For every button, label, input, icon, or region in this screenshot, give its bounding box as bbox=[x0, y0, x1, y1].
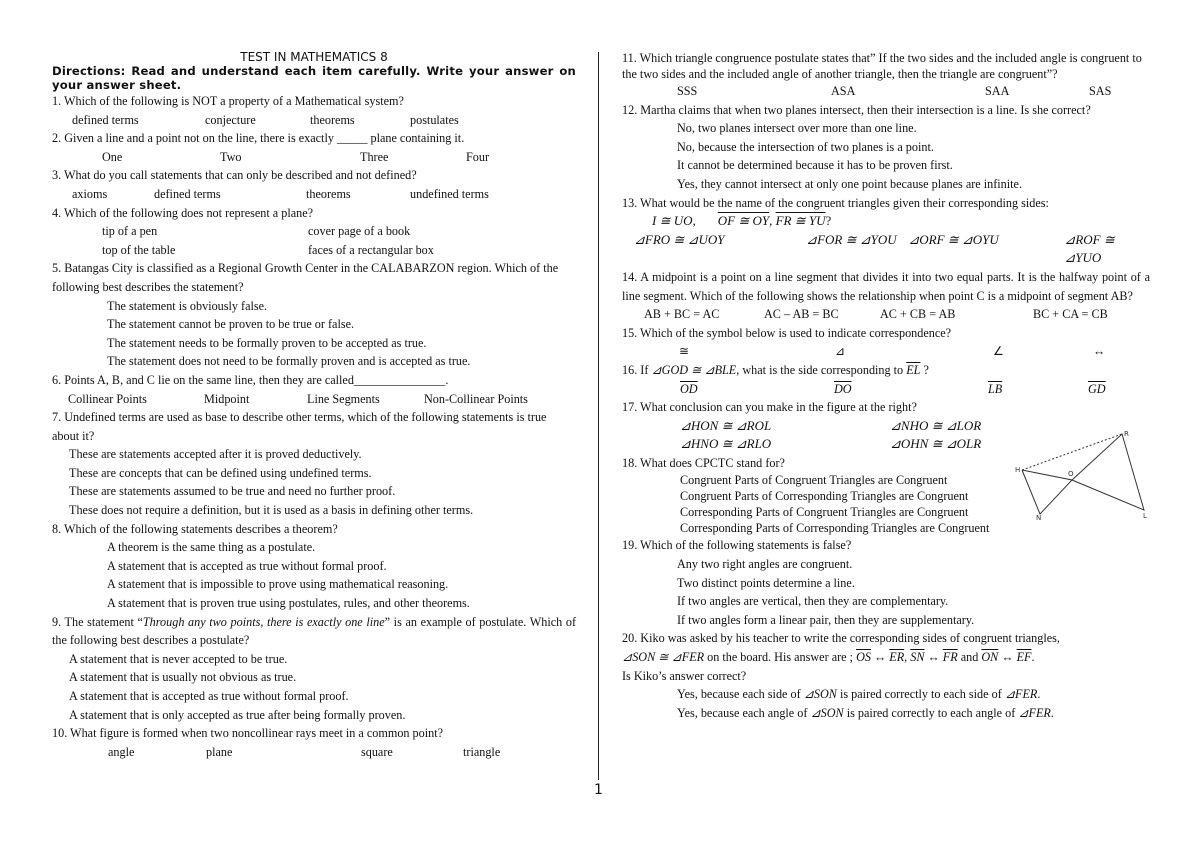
q17-option-c: ⊿HNO ≅ ⊿RLO bbox=[680, 436, 772, 452]
q17-option-d: ⊿OHN ≅ ⊿OLR bbox=[890, 436, 982, 452]
q4-option-b: cover page of a book bbox=[308, 224, 411, 239]
q4-options-row2 bbox=[52, 241, 576, 260]
question-6: 6. Points A, B, and C lie on the same line, then they are called_______________. bbox=[52, 372, 449, 387]
q18-option-a: Congruent Parts of Congruent Triangles are Congruent bbox=[680, 473, 948, 488]
q20-pair-2b: $\overline{FR}$ bbox=[942, 650, 958, 665]
q5-option-a: The statement is obviously false. bbox=[107, 298, 268, 313]
q20-arrow-2: ↔ bbox=[924, 650, 943, 665]
q1-options bbox=[52, 111, 576, 130]
q13-given-sep: , bbox=[769, 213, 776, 229]
q5-option-c: The statement needs to be formally proven to be accepted as true. bbox=[107, 335, 427, 350]
q16-mid: , what is the side corresponding to bbox=[736, 362, 907, 377]
q16-post: ? bbox=[920, 362, 929, 377]
q7-option-b: These are concepts that can be defined using undefined terms. bbox=[69, 465, 372, 480]
q20-arrow-1: ↔ bbox=[870, 650, 890, 665]
q8-option-c: A statement that is impossible to prove using mathematical reasoning. bbox=[107, 577, 449, 592]
q20-opta-3: is paired correctly to each side of bbox=[836, 687, 1005, 702]
figure-label-o: O bbox=[1068, 470, 1074, 478]
q11-option-a: SSS bbox=[677, 84, 698, 98]
q7-option-d: These does not require a definition, but it is used as a basis in defining other terms. bbox=[69, 503, 474, 518]
q9-post: ” is an example of postulate. Which of the following best describes a postulate? bbox=[52, 614, 577, 648]
q13-given-1: I ≅ UO, bbox=[652, 213, 696, 229]
q11-option-c: SAA bbox=[985, 84, 1010, 98]
q13-given-3: FR ≅ YU bbox=[775, 213, 826, 229]
directions: Directions: Read and understand each item carefully. Write your answer on your answer sheet. bbox=[52, 64, 576, 92]
q16-eq: ⊿GOD ≅ ⊿BLE bbox=[651, 362, 737, 377]
question-9 bbox=[52, 613, 576, 650]
q3-option-d: undefined terms bbox=[410, 186, 489, 201]
q20-pair-3b: $\overline{EF}$ bbox=[1016, 650, 1032, 665]
q16-option-c: $\overline{LB}$ bbox=[988, 381, 1003, 396]
q20-opta-5: . bbox=[1037, 687, 1041, 702]
question-10: 10. What figure is formed when two noncollinear rays meet in a common point? bbox=[52, 726, 444, 741]
question-16 bbox=[622, 361, 1150, 380]
q20-pair-1a: $\overline{OS}$ bbox=[856, 650, 871, 665]
q20-sep-1: , bbox=[904, 650, 911, 665]
q5-option-b: The statement cannot be proven to be true or false. bbox=[107, 317, 355, 332]
q20-pair-1b: $\overline{ER}$ bbox=[889, 650, 905, 665]
left-column bbox=[52, 50, 576, 761]
q9-quote: Through any two points, there is exactly one line bbox=[142, 614, 385, 629]
question-15: 15. Which of the symbol below is used to indicate correspondence? bbox=[622, 325, 952, 340]
q2-option-c: Three bbox=[360, 149, 389, 164]
q15-options bbox=[622, 342, 1150, 361]
q13-given bbox=[622, 212, 1150, 231]
q17-option-b: ⊿NHO ≅ ⊿LOR bbox=[890, 417, 982, 433]
q20-opta-2: ⊿SON bbox=[803, 687, 837, 702]
q9-pre: 9. The statement “ bbox=[52, 614, 143, 629]
q8-option-b: A statement that is accepted as true without formal proof. bbox=[107, 558, 387, 573]
q20-optb-5: . bbox=[1050, 705, 1054, 720]
q14-option-a: AB + BC = AC bbox=[644, 307, 720, 322]
q12-option-a: No, two planes intersect over more than one line. bbox=[677, 121, 917, 136]
q19-option-a: Any two right angles are congruent. bbox=[677, 557, 853, 572]
q20-line2 bbox=[622, 648, 1150, 667]
question-4: 4. Which of the following does not represent a plane? bbox=[52, 205, 314, 220]
q10-option-c: square bbox=[361, 744, 393, 759]
q13-options bbox=[622, 231, 1150, 268]
q15-option-b: ⊿ bbox=[835, 344, 846, 359]
q9-option-d: A statement that is only accepted as true after being formally proven. bbox=[69, 707, 406, 722]
right-column bbox=[622, 50, 1150, 722]
q3-option-c: theorems bbox=[306, 186, 351, 201]
q8-option-a: A theorem is the same thing as a postulate. bbox=[107, 540, 316, 555]
q2-option-b: Two bbox=[220, 149, 242, 164]
figure-label-n: N bbox=[1036, 514, 1042, 520]
q11-option-d: SAS bbox=[1089, 84, 1112, 98]
q12-option-d: Yes, they cannot intersect at only one point because planes are infinite. bbox=[677, 176, 1022, 191]
q18-option-c: Corresponding Parts of Congruent Triangles are Congruent bbox=[680, 505, 969, 520]
question-5: 5. Batangas City is classified as a Regional Growth Center in the CALABARZON region. Which of the following best describes the statement? bbox=[52, 261, 559, 294]
q4-option-a: tip of a pen bbox=[102, 224, 158, 239]
q17-figure bbox=[1014, 428, 1150, 520]
question-18: 18. What does CPCTC stand for? bbox=[622, 455, 785, 470]
q6-option-c: Line Segments bbox=[307, 391, 380, 406]
q20-pair-3a: $\overline{ON}$ bbox=[981, 650, 999, 665]
q12-option-b: No, because the intersection of two planes is a point. bbox=[677, 139, 934, 154]
q12-option-c: It cannot be determined because it has to be proven first. bbox=[677, 158, 953, 173]
q8-option-d: A statement that is proven true using postulates, rules, and other theorems. bbox=[107, 596, 470, 611]
question-3: 3. What do you call statements that can only be described and not defined? bbox=[52, 168, 417, 183]
q20-option-a bbox=[622, 685, 1150, 704]
q3-options bbox=[52, 185, 576, 204]
q16-option-d: $\overline{GD}$ bbox=[1088, 381, 1106, 396]
q10-options bbox=[52, 743, 576, 762]
q10-option-b: plane bbox=[206, 744, 233, 759]
q10-option-a: angle bbox=[108, 744, 135, 759]
q10-option-d: triangle bbox=[463, 744, 501, 759]
q1-option-b: conjecture bbox=[205, 112, 256, 127]
q5-options bbox=[52, 297, 576, 371]
figure-label-h: H bbox=[1015, 466, 1021, 474]
q13-given-2: OF ≅ OY bbox=[717, 213, 770, 229]
q16-options bbox=[622, 380, 1150, 399]
q3-option-b: defined terms bbox=[154, 186, 221, 201]
q20-optb-2: ⊿SON bbox=[810, 705, 844, 720]
q6-options bbox=[52, 390, 576, 409]
q17-option-a: ⊿HON ≅ ⊿ROL bbox=[680, 417, 772, 433]
q9-options bbox=[52, 650, 576, 724]
page-number: 1 bbox=[594, 782, 603, 798]
q15-option-a: ≅ bbox=[679, 344, 690, 359]
question-14: 14. A midpoint is a point on a line segment that divides it into two equal parts. It is the halfway point of a line segment. Which of the following shows the relationship when point C is a midpoint of segment AB? bbox=[622, 269, 1150, 303]
q16-pre: 16. If bbox=[622, 362, 652, 377]
q6-option-a: Collinear Points bbox=[68, 391, 147, 406]
column-divider bbox=[598, 52, 599, 780]
q11-options bbox=[622, 82, 1150, 101]
q13-option-c: ⊿ORF ≅ ⊿OYU bbox=[908, 231, 999, 247]
q16-option-b: $\overline{DO}$ bbox=[834, 381, 852, 396]
question-19: 19. Which of the following statements is false? bbox=[622, 538, 852, 553]
q4-option-d: faces of a rectangular box bbox=[308, 242, 434, 257]
q7-option-a: These are statements accepted after it is proved deductively. bbox=[69, 447, 362, 462]
q19-option-c: If two angles are vertical, then they are complementary. bbox=[677, 594, 949, 609]
question-17: 17. What conclusion can you make in the figure at the right? bbox=[622, 400, 917, 415]
figure-label-r: R bbox=[1124, 430, 1129, 438]
figure-label-l: L bbox=[1143, 512, 1147, 520]
q5-option-d: The statement does not need to be formally proven and is accepted as true. bbox=[107, 354, 471, 369]
question-1: 1. Which of the following is NOT a property of a Mathematical system? bbox=[52, 94, 404, 108]
q14-option-c: AC + CB = AB bbox=[880, 307, 956, 322]
q1-option-c: theorems bbox=[310, 112, 355, 127]
q20-end: . bbox=[1031, 650, 1035, 665]
q9-option-a: A statement that is never accepted to be true. bbox=[69, 651, 288, 666]
q20-eq: ⊿SON ≅ ⊿FER bbox=[622, 650, 705, 665]
q7-options bbox=[52, 445, 576, 519]
q20-opta-1: Yes, because each side of bbox=[677, 687, 804, 702]
question-11: 11. Which triangle congruence postulate states that” If the two sides and the included angle is congruent to the two sides and the included angle of another triangle, then the triangle are congruent”? bbox=[622, 51, 1142, 81]
q20-optb-3: is paired correctly to each angle of bbox=[843, 705, 1019, 720]
q15-option-d: ↔ bbox=[1093, 344, 1106, 359]
q3-option-a: axioms bbox=[72, 186, 108, 201]
q20-opta-4: ⊿FER bbox=[1004, 687, 1038, 702]
q9-option-b: A statement that is usually not obvious as true. bbox=[69, 670, 297, 685]
question-7: 7. Undefined terms are used as base to describe other terms, which of the following statements is true about it? bbox=[52, 410, 547, 443]
question-20: 20. Kiko was asked by his teacher to write the corresponding sides of congruent triangles, bbox=[622, 631, 1060, 646]
q16-option-a: $\overline{OD}$ bbox=[680, 381, 698, 396]
q13-given-end: ? bbox=[825, 213, 832, 229]
question-13: 13. What would be the name of the congruent triangles given their corresponding sides: bbox=[622, 195, 1049, 210]
q2-option-d: Four bbox=[466, 149, 490, 164]
q14-option-b: AC – AB = BC bbox=[764, 307, 839, 322]
q7-option-c: These are statements assumed to be true and need no further proof. bbox=[69, 484, 396, 499]
figure-right-triangle bbox=[1072, 434, 1144, 510]
test-title: TEST IN MATHEMATICS 8 bbox=[240, 50, 388, 64]
q19-option-b: Two distinct points determine a line. bbox=[677, 575, 855, 590]
q13-option-d: ⊿ROF ≅ ⊿YUO bbox=[1064, 231, 1115, 266]
figure-left-triangle bbox=[1022, 470, 1072, 514]
q20-pair-2a: $\overline{SN}$ bbox=[910, 650, 925, 665]
q13-option-a: ⊿FRO ≅ ⊿UOY bbox=[634, 231, 725, 247]
question-2: 2. Given a line and a point not on the line, there is exactly _____ plane containing it. bbox=[52, 131, 465, 146]
q6-option-d: Non-Collinear Points bbox=[424, 391, 528, 406]
q4-options-row1 bbox=[52, 222, 576, 241]
q20-mid: on the board. His answer are ; bbox=[704, 650, 857, 665]
q1-option-a: defined terms bbox=[72, 112, 139, 127]
q19-options bbox=[622, 555, 1150, 629]
q2-options bbox=[52, 148, 576, 167]
q8-options bbox=[52, 538, 576, 612]
q16-seg: $\overline{EL}$ bbox=[906, 362, 921, 377]
q14-option-d: BC + CA = CB bbox=[1033, 307, 1108, 322]
q20-optb-1: Yes, because each angle of bbox=[677, 705, 811, 720]
q20-sep-2: and bbox=[957, 650, 982, 665]
q19-option-d: If two angles form a linear pair, then they are supplementary. bbox=[677, 612, 975, 627]
q14-options bbox=[622, 305, 1150, 324]
q18-option-d: Corresponding Parts of Corresponding Triangles are Congruent bbox=[680, 521, 990, 536]
figure-dashed-line bbox=[1022, 434, 1122, 470]
q12-options bbox=[622, 119, 1150, 193]
q20-arrow-3: ↔ bbox=[998, 650, 1017, 665]
q18-option-b: Congruent Parts of Corresponding Triangles are Congruent bbox=[680, 489, 969, 504]
q20-line3: Is Kiko’s answer correct? bbox=[622, 668, 747, 683]
q13-option-b: ⊿FOR ≅ ⊿YOU bbox=[806, 231, 897, 247]
q20-optb-4: ⊿FER bbox=[1018, 705, 1051, 720]
q20-option-b bbox=[622, 704, 1150, 723]
q1-option-d: postulates bbox=[410, 112, 459, 127]
question-8: 8. Which of the following statements describes a theorem? bbox=[52, 521, 338, 536]
q9-option-c: A statement that is accepted as true without formal proof. bbox=[69, 689, 349, 703]
q4-option-c: top of the table bbox=[102, 242, 176, 257]
q2-option-a: One bbox=[102, 149, 123, 164]
question-12: 12. Martha claims that when two planes intersect, then their intersection is a line. Is she correct? bbox=[622, 102, 1091, 117]
q15-option-c: ∠ bbox=[993, 344, 1004, 359]
q6-option-b: Midpoint bbox=[204, 391, 250, 406]
q11-option-b: ASA bbox=[831, 84, 856, 98]
